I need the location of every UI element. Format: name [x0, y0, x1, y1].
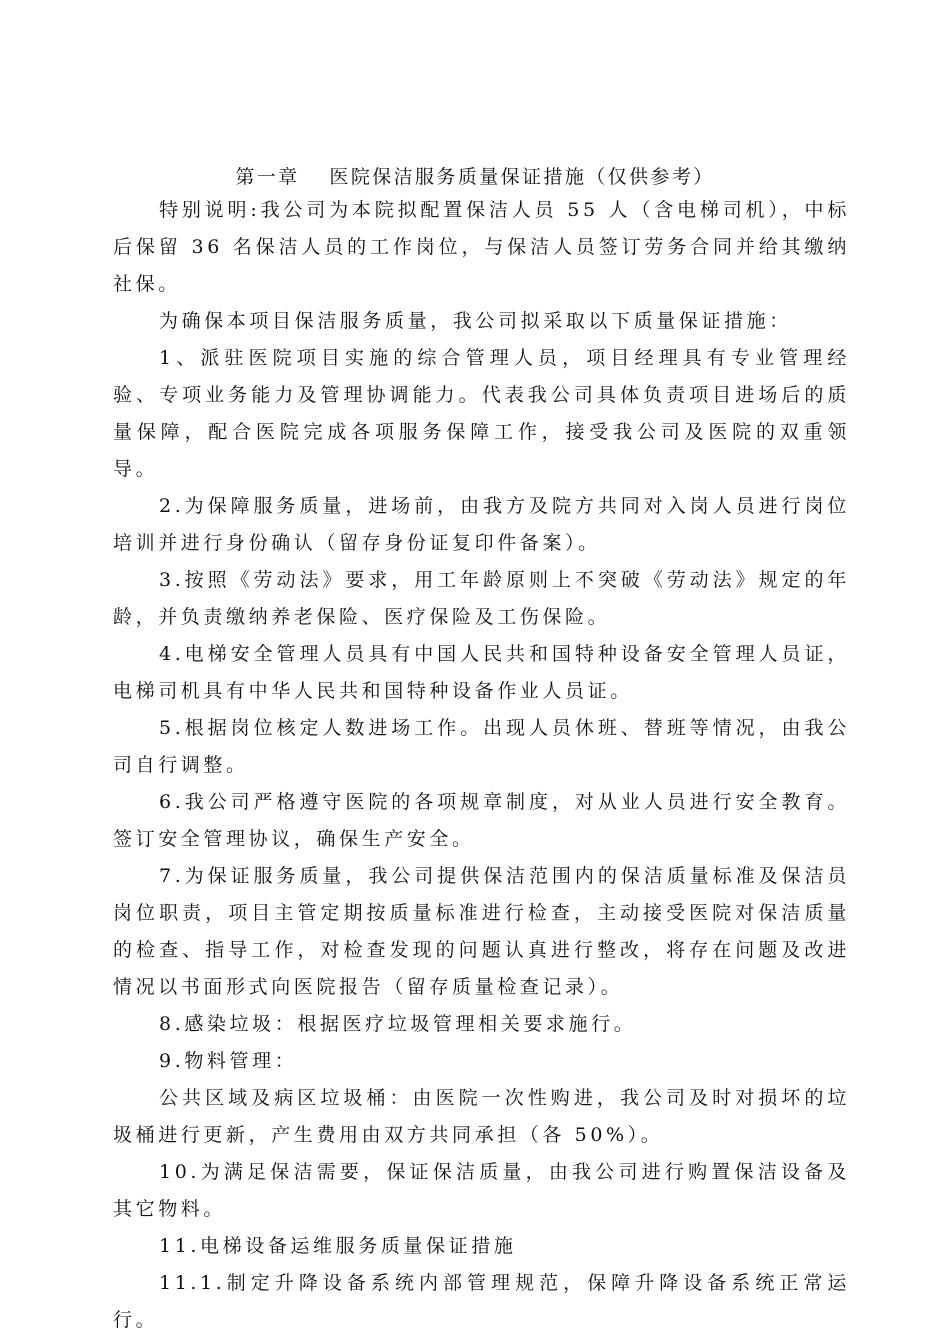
paragraph-item-3: 3.按照《劳动法》要求，用工年龄原则上不突破《劳动法》规定的年龄，并负责缴纳养老保险、医疗保险及工伤保险。 — [113, 569, 850, 628]
paragraph-item-7: 7.为保证服务质量，我公司提供保洁范围内的保洁质量标准及保洁员岗位职责，项目主管定期按质量标准进行检查，主动接受医院对保洁质量的检查、指导工作，对检查发现的问题认真进行整改，将存在问题及改进情况以书面形式向医院报告（留存质量检查记录）。 — [113, 865, 850, 998]
chapter-title: 第一章 医院保洁服务质量保证措施（仅供参考） — [235, 166, 715, 188]
paragraph-item-11-1: 11.1.制定升降设备系统内部管理规范，保障升降设备系统正常运行。 — [113, 1272, 850, 1331]
paragraph-special-note: 特别说明:我公司为本院拟配置保洁人员 55 人（含电梯司机），中标后保留 36 名保洁人员的工作岗位，与保洁人员签订劳务合同并给其缴纳社保。 — [113, 199, 850, 295]
paragraph-item-5: 5.根据岗位核定人数进场工作。出现人员休班、替班等情况，由我公司自行调整。 — [113, 717, 850, 776]
paragraph-intro: 为确保本项目保洁服务质量，我公司拟采取以下质量保证措施： — [159, 310, 792, 332]
paragraph-item-10: 10.为满足保洁需要，保证保洁质量，由我公司进行购置保洁设备及其它物料。 — [113, 1161, 850, 1220]
paragraph-item-9-detail: 公共区域及病区垃圾桶：由医院一次性购进，我公司及时对损坏的垃圾桶进行更新，产生费用由双方共同承担（各 50%）。 — [113, 1087, 850, 1146]
paragraph-item-11: 11.电梯设备运维服务质量保证措施 — [159, 1235, 517, 1257]
paragraph-item-1: 1、派驻医院项目实施的综合管理人员，项目经理具有专业管理经验、专项业务能力及管理协调能力。代表我公司具体负责项目进场后的质量保障，配合医院完成各项服务保障工作，接受我公司及医院的双重领导。 — [113, 347, 850, 480]
paragraph-item-6: 6.我公司严格遵守医院的各项规章制度，对从业人员进行安全教育。签订安全管理协议，确保生产安全。 — [113, 791, 850, 850]
paragraph-item-4: 4.电梯安全管理人员具有中国人民共和国特种设备安全管理人员证，电梯司机具有中华人民共和国特种设备作业人员证。 — [113, 643, 850, 702]
paragraph-item-9: 9.物料管理： — [159, 1050, 298, 1072]
paragraph-item-8: 8.感染垃圾：根据医疗垃圾管理相关要求施行。 — [159, 1013, 637, 1035]
document-body — [113, 192, 850, 1339]
paragraph-item-2: 2.为保障服务质量，进场前，由我方及院方共同对入岗人员进行岗位培训并进行身份确认（留存身份证复印件备案）。 — [113, 495, 850, 554]
